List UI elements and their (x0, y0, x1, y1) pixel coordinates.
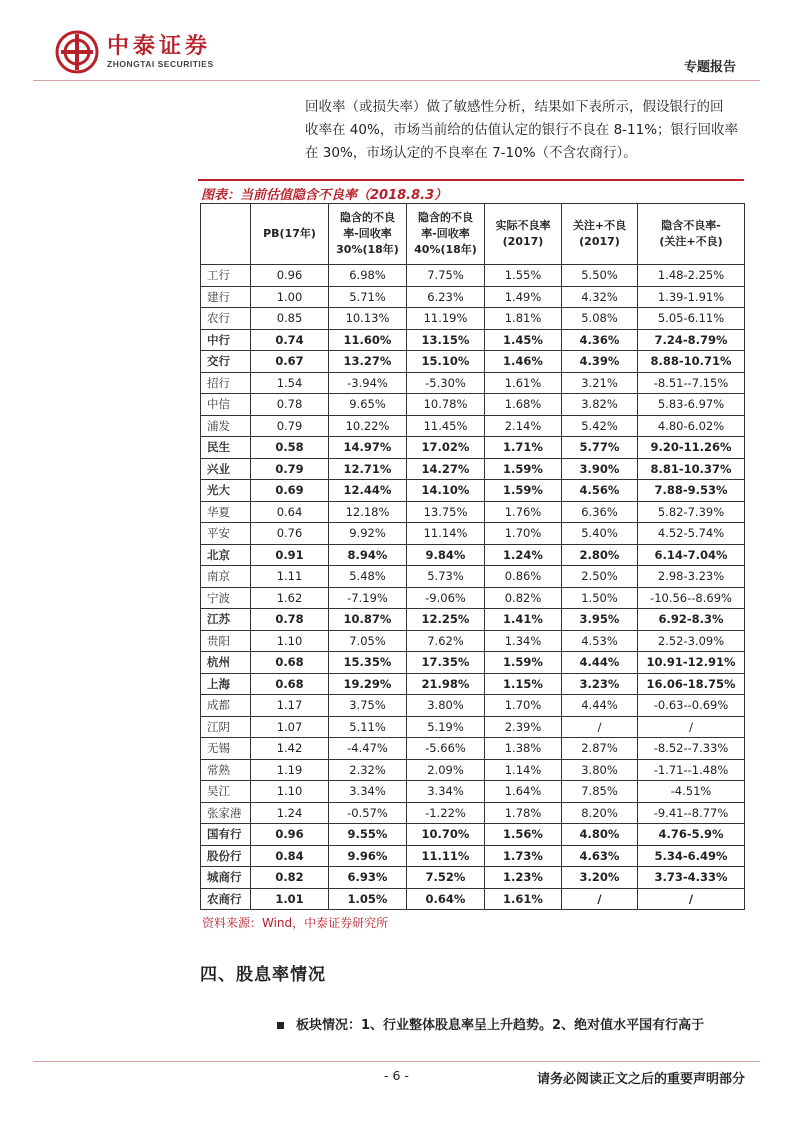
table-cell: 5.40% (562, 523, 638, 545)
table-cell: 1.24% (485, 544, 562, 566)
column-header-line: (2017) (502, 235, 544, 248)
section-heading: 四、股息率情况 (200, 965, 326, 985)
table-cell: 0.68 (251, 652, 329, 674)
bank-name-cell: 江苏 (201, 609, 251, 631)
table-cell: 8.88-10.71% (638, 351, 745, 373)
table-row (201, 845, 745, 867)
table-row (201, 781, 745, 803)
table-cell: -3.94% (329, 372, 407, 394)
table-cell: 0.96 (251, 824, 329, 846)
table-row (201, 587, 745, 609)
table-cell: 9.65% (329, 394, 407, 416)
report-type-label: 专题报告 (683, 60, 736, 75)
bank-name-cell: 国有行 (201, 824, 251, 846)
bank-name-cell: 常熟 (201, 759, 251, 781)
table-cell: 5.77% (562, 437, 638, 459)
column-header (407, 204, 485, 265)
table-cell: 1.50% (562, 587, 638, 609)
table-cell: 5.73% (407, 566, 485, 588)
table-cell: 13.15% (407, 329, 485, 351)
table-cell: 2.14% (485, 415, 562, 437)
bank-name-cell: 华夏 (201, 501, 251, 523)
table-cell: 10.91-12.91% (638, 652, 745, 674)
bank-name-cell: 城商行 (201, 867, 251, 889)
table-row (201, 824, 745, 846)
bank-name-cell: 农行 (201, 308, 251, 330)
table-cell: 0.74 (251, 329, 329, 351)
table-cell: 0.79 (251, 458, 329, 480)
column-header-line: (关注+不良) (659, 235, 723, 248)
table-cell: -0.63--0.69% (638, 695, 745, 717)
table-row (201, 394, 745, 416)
table-cell: 0.69 (251, 480, 329, 502)
table-cell: 1.76% (485, 501, 562, 523)
table-cell: 1.55% (485, 265, 562, 287)
table-row (201, 609, 745, 631)
table-cell: 0.64% (407, 888, 485, 910)
logo-english-name: ZHONGTAI SECURITIES (107, 59, 214, 69)
column-header-line: 关注+不良 (572, 219, 627, 232)
table-row (201, 286, 745, 308)
table-row (201, 716, 745, 738)
table-cell: -1.71--1.48% (638, 759, 745, 781)
table-cell: 3.95% (562, 609, 638, 631)
table-cell: 10.22% (329, 415, 407, 437)
table-cell: 1.14% (485, 759, 562, 781)
table-cell: 11.60% (329, 329, 407, 351)
table-cell: 1.41% (485, 609, 562, 631)
table-cell: 0.85 (251, 308, 329, 330)
column-header-line: 率-回收率 (421, 227, 470, 240)
table-cell: 1.10 (251, 630, 329, 652)
table-cell: -9.41--8.77% (638, 802, 745, 824)
table-cell: 1.73% (485, 845, 562, 867)
column-header (201, 204, 251, 265)
table-cell: -5.66% (407, 738, 485, 760)
table-cell: 2.09% (407, 759, 485, 781)
table-row (201, 372, 745, 394)
table-cell: 4.80% (562, 824, 638, 846)
table-cell: 4.44% (562, 652, 638, 674)
table-cell: 3.75% (329, 695, 407, 717)
bullet-paragraph (277, 1014, 704, 1033)
table-cell: 4.63% (562, 845, 638, 867)
table-cell: 5.48% (329, 566, 407, 588)
bank-name-cell: 成都 (201, 695, 251, 717)
table-cell: 2.39% (485, 716, 562, 738)
table-cell: 2.52-3.09% (638, 630, 745, 652)
table-cell: -7.19% (329, 587, 407, 609)
bank-name-cell: 农商行 (201, 888, 251, 910)
table-row (201, 437, 745, 459)
bullet-square-icon (277, 1022, 284, 1029)
column-header-line: 隐含的不良 (418, 211, 473, 224)
table-cell: 7.88-9.53% (638, 480, 745, 502)
table-cell: 1.59% (485, 652, 562, 674)
bank-name-cell: 宁波 (201, 587, 251, 609)
table-cell: 0.68 (251, 673, 329, 695)
table-cell: -0.57% (329, 802, 407, 824)
table-row (201, 523, 745, 545)
table-cell: 4.32% (562, 286, 638, 308)
table-cell: 8.81-10.37% (638, 458, 745, 480)
table-cell: 6.92-8.3% (638, 609, 745, 631)
table-cell: 19.29% (329, 673, 407, 695)
table-cell: 3.23% (562, 673, 638, 695)
table-cell: 1.62 (251, 587, 329, 609)
table-cell: 5.05-6.11% (638, 308, 745, 330)
column-header-line: 40%(18年) (414, 243, 477, 256)
table-row (201, 566, 745, 588)
table-cell: 2.80% (562, 544, 638, 566)
table-cell: 5.42% (562, 415, 638, 437)
bank-name-cell: 北京 (201, 544, 251, 566)
table-cell: 13.75% (407, 501, 485, 523)
table-cell: / (638, 716, 745, 738)
table-cell: 0.84 (251, 845, 329, 867)
table-cell: 3.73-4.33% (638, 867, 745, 889)
table-cell: 0.79 (251, 415, 329, 437)
column-header-line: 率-回收率 (343, 227, 392, 240)
column-header (638, 204, 745, 265)
table-cell: -4.47% (329, 738, 407, 760)
footer-disclaimer: 请务必阅读正文之后的重要声明部分 (536, 1072, 745, 1087)
bank-name-cell: 平安 (201, 523, 251, 545)
bank-name-cell: 股份行 (201, 845, 251, 867)
footer-divider (33, 1061, 760, 1062)
table-cell: 1.70% (485, 695, 562, 717)
table-cell: 7.62% (407, 630, 485, 652)
table-cell: 0.91 (251, 544, 329, 566)
table-cell: 1.48-2.25% (638, 265, 745, 287)
table-cell: 8.20% (562, 802, 638, 824)
column-header-line: 隐含不良率- (661, 219, 721, 232)
table-cell: 0.78 (251, 609, 329, 631)
figure-title: 图表：当前估值隐含不良率（2018.8.3） (201, 188, 448, 203)
table-cell: 0.76 (251, 523, 329, 545)
table-cell: 12.18% (329, 501, 407, 523)
table-cell: 17.35% (407, 652, 485, 674)
table-cell: 4.53% (562, 630, 638, 652)
table-cell: 9.92% (329, 523, 407, 545)
table-cell: 4.39% (562, 351, 638, 373)
table-cell: 6.23% (407, 286, 485, 308)
table-cell: 1.05% (329, 888, 407, 910)
figure-source: 资料来源：Wind，中泰证券研究所 (202, 916, 389, 930)
table-cell: -1.22% (407, 802, 485, 824)
table-cell: 11.11% (407, 845, 485, 867)
table-cell: 6.36% (562, 501, 638, 523)
table-row (201, 759, 745, 781)
table-cell: 10.87% (329, 609, 407, 631)
table-cell: 1.56% (485, 824, 562, 846)
table-cell: 10.78% (407, 394, 485, 416)
table-cell: 12.44% (329, 480, 407, 502)
bank-name-cell: 上海 (201, 673, 251, 695)
table-body (201, 265, 745, 910)
table-cell: 4.80-6.02% (638, 415, 745, 437)
table-cell: 1.49% (485, 286, 562, 308)
table-cell: 2.87% (562, 738, 638, 760)
table-cell: 10.70% (407, 824, 485, 846)
table-cell: 10.13% (329, 308, 407, 330)
table-row (201, 802, 745, 824)
zhongtai-logo-icon (55, 30, 99, 74)
table-cell: 0.82% (485, 587, 562, 609)
table-cell: 1.64% (485, 781, 562, 803)
table-cell: 0.58 (251, 437, 329, 459)
intro-line: 收率在 40%，市场当前给的估值认定的银行不良在 8-11%；银行回收率 (305, 122, 739, 138)
company-logo (55, 30, 214, 74)
table-cell: 1.38% (485, 738, 562, 760)
table-row (201, 544, 745, 566)
intro-line: 回收率（或损失率）做了敏感性分析，结果如下表所示，假设银行的回 (305, 99, 724, 115)
table-cell: 7.05% (329, 630, 407, 652)
table-cell: 3.34% (329, 781, 407, 803)
table-row (201, 673, 745, 695)
bank-name-cell: 交行 (201, 351, 251, 373)
table-cell: 12.25% (407, 609, 485, 631)
table-cell: 1.61% (485, 372, 562, 394)
table-row (201, 888, 745, 910)
table-cell: 3.80% (407, 695, 485, 717)
table-cell: 0.86% (485, 566, 562, 588)
table-row (201, 329, 745, 351)
table-cell: 4.76-5.9% (638, 824, 745, 846)
intro-paragraph (305, 96, 745, 165)
header-divider (33, 80, 760, 81)
bank-name-cell: 浦发 (201, 415, 251, 437)
table-cell: 5.83-6.97% (638, 394, 745, 416)
table-cell: 1.45% (485, 329, 562, 351)
table-cell: -5.30% (407, 372, 485, 394)
table-cell: 11.45% (407, 415, 485, 437)
table-cell: 4.44% (562, 695, 638, 717)
table-cell: 2.50% (562, 566, 638, 588)
bank-name-cell: 中信 (201, 394, 251, 416)
bullet-text: 板块情况：1、行业整体股息率呈上升趋势。2、绝对值水平国有行高于 (296, 1018, 705, 1033)
table-cell: 9.55% (329, 824, 407, 846)
table-cell: 7.75% (407, 265, 485, 287)
table-cell: 5.82-7.39% (638, 501, 745, 523)
table-cell: 17.02% (407, 437, 485, 459)
table-cell: 1.59% (485, 458, 562, 480)
bank-name-cell: 招行 (201, 372, 251, 394)
column-header (485, 204, 562, 265)
table-cell: 0.67 (251, 351, 329, 373)
bank-name-cell: 无锡 (201, 738, 251, 760)
page-number: - 6 - (384, 1068, 409, 1083)
table-cell: 1.23% (485, 867, 562, 889)
bank-name-cell: 民生 (201, 437, 251, 459)
table-cell: 4.36% (562, 329, 638, 351)
table-cell: 5.71% (329, 286, 407, 308)
table-row (201, 630, 745, 652)
table-row (201, 652, 745, 674)
bank-name-cell: 光大 (201, 480, 251, 502)
table-cell: 9.20-11.26% (638, 437, 745, 459)
table-cell: 12.71% (329, 458, 407, 480)
table-cell: -10.56--8.69% (638, 587, 745, 609)
column-header (329, 204, 407, 265)
table-cell: 9.96% (329, 845, 407, 867)
table-cell: 1.01 (251, 888, 329, 910)
table-cell: 14.10% (407, 480, 485, 502)
table-row (201, 308, 745, 330)
table-cell: 0.64 (251, 501, 329, 523)
figure-title-bar (198, 179, 744, 204)
bank-name-cell: 杭州 (201, 652, 251, 674)
table-cell: 5.19% (407, 716, 485, 738)
table-cell: 7.85% (562, 781, 638, 803)
table-cell: 15.10% (407, 351, 485, 373)
table-cell: 1.61% (485, 888, 562, 910)
table-cell: -8.51--7.15% (638, 372, 745, 394)
table-cell: 1.17 (251, 695, 329, 717)
table-cell: 13.27% (329, 351, 407, 373)
table-cell: 1.71% (485, 437, 562, 459)
table-cell: 0.82 (251, 867, 329, 889)
table-cell: 6.98% (329, 265, 407, 287)
table-cell: 5.11% (329, 716, 407, 738)
bank-name-cell: 工行 (201, 265, 251, 287)
column-header (562, 204, 638, 265)
table-cell: / (562, 888, 638, 910)
table-cell: 3.90% (562, 458, 638, 480)
table-cell: 6.14-7.04% (638, 544, 745, 566)
table-cell: 6.93% (329, 867, 407, 889)
table-cell: 1.46% (485, 351, 562, 373)
table-cell: 1.78% (485, 802, 562, 824)
table-cell: 16.06-18.75% (638, 673, 745, 695)
table-cell: -9.06% (407, 587, 485, 609)
column-header-line: 30%(18年) (336, 243, 399, 256)
column-header-line: 隐含的不良 (340, 211, 395, 224)
table-cell: 11.14% (407, 523, 485, 545)
table-cell: / (562, 716, 638, 738)
table-cell: 1.34% (485, 630, 562, 652)
table-row (201, 501, 745, 523)
table-cell: 5.08% (562, 308, 638, 330)
column-header-line: PB(17年) (263, 227, 316, 240)
table-row (201, 867, 745, 889)
table-cell: 3.34% (407, 781, 485, 803)
table-cell: 1.19 (251, 759, 329, 781)
table-row (201, 351, 745, 373)
table-cell: / (638, 888, 745, 910)
table-row (201, 738, 745, 760)
table-cell: 1.11 (251, 566, 329, 588)
bank-name-cell: 贵阳 (201, 630, 251, 652)
table-cell: 1.24 (251, 802, 329, 824)
table-cell: 7.52% (407, 867, 485, 889)
table-cell: 3.80% (562, 759, 638, 781)
column-header-line: (2017) (579, 235, 620, 248)
table-header-row (201, 204, 745, 265)
column-header (251, 204, 329, 265)
table-cell: 1.68% (485, 394, 562, 416)
table-cell: 15.35% (329, 652, 407, 674)
intro-line: 在 30%，市场认定的不良率在 7-10%（不含农商行）。 (305, 145, 637, 161)
bank-name-cell: 江阴 (201, 716, 251, 738)
bank-name-cell: 南京 (201, 566, 251, 588)
table-cell: 1.54 (251, 372, 329, 394)
bank-name-cell: 中行 (201, 329, 251, 351)
table-cell: 1.42 (251, 738, 329, 760)
table-cell: 1.07 (251, 716, 329, 738)
implied-npl-table (200, 203, 745, 910)
table-cell: 21.98% (407, 673, 485, 695)
table-cell: 1.59% (485, 480, 562, 502)
table-cell: 11.19% (407, 308, 485, 330)
table-cell: 1.39-1.91% (638, 286, 745, 308)
table-cell: 1.81% (485, 308, 562, 330)
table-cell: 5.34-6.49% (638, 845, 745, 867)
bank-name-cell: 兴业 (201, 458, 251, 480)
table-cell: 3.20% (562, 867, 638, 889)
bank-name-cell: 吴江 (201, 781, 251, 803)
table-row (201, 265, 745, 287)
table-cell: 0.96 (251, 265, 329, 287)
table-cell: 2.98-3.23% (638, 566, 745, 588)
bank-name-cell: 建行 (201, 286, 251, 308)
table-cell: 5.50% (562, 265, 638, 287)
table-cell: -8.52--7.33% (638, 738, 745, 760)
table-cell: 3.82% (562, 394, 638, 416)
column-header-line: 实际不良率 (495, 219, 551, 232)
table-cell: 1.15% (485, 673, 562, 695)
table-row (201, 480, 745, 502)
table-row (201, 415, 745, 437)
table-cell: -4.51% (638, 781, 745, 803)
table-cell: 14.97% (329, 437, 407, 459)
table-cell: 14.27% (407, 458, 485, 480)
table-cell: 4.52-5.74% (638, 523, 745, 545)
table-cell: 3.21% (562, 372, 638, 394)
table-cell: 2.32% (329, 759, 407, 781)
table-row (201, 695, 745, 717)
table-cell: 0.78 (251, 394, 329, 416)
table-cell: 9.84% (407, 544, 485, 566)
table-cell: 8.94% (329, 544, 407, 566)
table-cell: 1.00 (251, 286, 329, 308)
bank-name-cell: 张家港 (201, 802, 251, 824)
table-cell: 1.10 (251, 781, 329, 803)
table-cell: 1.70% (485, 523, 562, 545)
table-cell: 7.24-8.79% (638, 329, 745, 351)
table-row (201, 458, 745, 480)
logo-chinese-name: 中泰证券 (107, 34, 212, 59)
table-cell: 4.56% (562, 480, 638, 502)
